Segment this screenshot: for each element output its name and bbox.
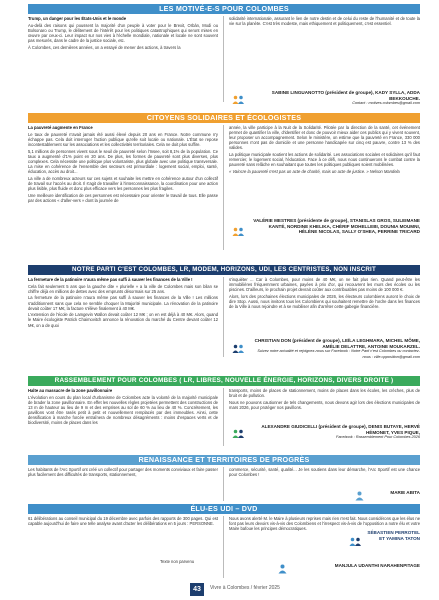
citoyens-right-text: année, la ville participe à la Nuit de la Solidarité. Pilotée par la direction de la santé, cet événement permet de quantifier la ville, d'identifier et donc de pouvoir mieux aider ces publics qui y vivent souvent, leur proposer un accompagnement. Selon le ministère, on estime que la pauvreté en France, 330 000 personnes n'ont pas de domicile et une personne handicapée sur cinq est pauvre, contre 13 % des valides. [229,125,420,151]
citoyens-left-column [28,125,218,250]
notre-parti-left-text: Cela fait seulement 5 ans que la gauche dite « plurielle » a la ville de Colombes mais son bilan se chiffre déjà en millions de dettes avec des emprunts désormais sur 25 ans. [28,283,218,294]
notre-parti-left-column [28,277,218,357]
renaissance-right-text: commerce, sécurité, santé, qualité... Je les soutiens dans leur démarche, l'Arc Sportif est une chance pour Colombes ! [229,467,420,478]
elu-udi-right-text: Nous avons alerté M. le Maire à plusieurs reprises mais rien n'est fait. Nous considérons que les élus ne font pas leurs devoirs vis-à-vis des Colombiens et l'irrespect vis-à-vis de l'opposition a notre élu et votre Maire bafoue les principes démocratiques. [229,516,420,532]
citoyens-heading: La pauvreté augmente en France [28,125,93,130]
motives-heading: Trump, un danger pour les États-Unis et le monde [28,16,127,21]
citoyens-left-text: Le taux de pauvreté n'avait jamais été aussi élevé depuis 20 ans en France. Notre commune n'y échappe pas. Cela doit interroger l'action publique qu'elle soit locale ou nationale. L'État se repose incontestablement sur les associations et les collectivités territoriales. Cela ne doit plus suffire. [28,131,218,147]
manjula-text: Texte non parvenu [160,559,195,564]
column-divider [223,516,224,578]
motives-signature-block [248,90,420,107]
group-avatar-icon [232,341,245,351]
elu-udi-signature: SÉBASTIEN PERROTEL ET YAMINA TATON [367,530,420,541]
rassemblement-contact: Facebook : Rassemblement Pour Colombes 2026 [336,435,420,440]
notre-parti-right-text2: Alors, lors des prochaines élections municipales de 2026, les électeurs colombiens auront le choix de dire Stop. Aussi, nous invitons tous les Colombiens qui souhaitent remettre de l'ordre dans les finances de la Ville à nous rejoindre et à se mobiliser afin d'arrêter cette gabegie financière. [229,293,420,310]
column-divider [223,16,224,102]
notre-parti-signature-block [250,338,420,360]
page-number: 43 [190,583,204,596]
citoyens-left-text3: La ville a de nombreux acteurs sur ces sujets et souhaite les mettre en cohérence autour d'un collectif de travail sur l'accès au droit. Il s'agit de travailler à l'interconnaissance, la coordination pour une action plus lisible, plus fluide et donc plus efficace vers les personnes les plus fragiles. [28,175,218,191]
motives-signature: SABINE LINGUANOTTO (président de groupe), KADY SYLLA, ADDA BEKKOUCHE. [271,90,420,101]
notre-parti-left-text3: L'extension de l'école de Lamgevin Wallon devait coûter 12 M€ ; on en est déjà à 40 M€. Alors, quand le Maire écologiste Patrick Chaimovitch annonce la rénovation du marché du Centre devant coûter 12 M€, on a de quoi [28,312,218,328]
column-divider [223,125,224,250]
rassemblement-heading: Halte au massacre de la zone pavillonnaire [28,388,113,393]
motives-left-text: Au-delà des raisons qui poussent la majorité d'un peuple à voter pour le Brexit, Orbán, Modi ou Bolsonaro ou Trump, le délitement de l'intérêt pour les politiques catastrophiques qui seront mises en œuvre par ceux-ci. Leur impact sur nos vies à l'échelle mondiale, nationale et locale ne sont souvent pas mesurés, dans le cadre de la justice sociale, etc. [28,22,218,43]
renaissance-signature: MARIE ABITA [390,490,420,495]
notre-parti-right-column [229,277,420,337]
renaissance-left-column [28,467,218,493]
column-divider [223,388,224,446]
notre-parti-left-text2: La fermeture de la patinoire n'aura même pas suffi à sauver les finances de la Ville ! Les millions s'additionnent sans que cela ne semble choquer la Majorité municipale. La rénovation de la patinoire devait coûter 17 M€, la facture s'élève finalement à 40 M€. [28,295,218,311]
rassemblement-right-text2: Nous ne pouvons cautionner de tels changements, nous devons agir lors des élections municipales de mars 2026, pour protéger nos pavillons. [229,399,420,410]
person-avatar-icon [353,488,366,498]
motives-contact: Contact : motives.colombes@gmail.com [352,101,420,106]
section-title-citoyens: CITOYENS SOLIDAIRES ET ÉCOLOGISTES [28,113,420,123]
person-avatar-icon [276,561,289,571]
section-title-rassemblement: RASSEMBLEMENT POUR COLOMBES ( LR, LIBRES, NOUVELLE ÉNERGIE, HORIZONS, DIVERS DROITE ) [28,376,420,386]
citoyens-signature: VALÉRIE MESTRES (présidente de groupe), STANISLAS GROS, SULEIMANE KANTÉ, NORDINE KHELIKA, CHÉRIF MOHELLEBI, DOUNIA MOUMNI, HÉLÈNE NICOLAS, SALLY O'SHEA, PERRINE TRICARD [253,218,420,235]
renaissance-right-column [229,467,420,485]
citoyens-left-text4: Une meilleure identification de ces personnes est nécessaire pour orienter le travail de tous. Elle passe par des actions « d'aller-vers » dont la journée de [28,192,218,203]
elu-udi-left-text: 61 délibérations au conseil municipal du 19 décembre avec parfois des rapports de 300 pages. Qui est capable aujourd'hui de faire une telle analyse avant d'acter les délibérations en 5 jours : PERSONNE. [28,516,218,527]
renaissance-left-text: Les habitants de l'Arc Sportif ont créé un collectif pour partager des moments conviviaux et faire passer plus facilement des difficultés de transports, stationnement, [28,467,218,478]
citoyens-right-column [229,125,420,215]
group-avatar-icon [349,534,362,544]
rassemblement-left-column [28,388,218,446]
footer-publication: Vivre à Colombes / février 2025 [210,585,280,591]
notre-parti-heading: La fermeture de la patinoire n'aura même pas suffi à sauver les finances de la Ville ! [28,277,193,282]
column-divider [223,277,224,357]
section-title-notre-parti: NOTRE PARTI C'EST COLOMBES, LR, MODEM, HORIZONS, UDI, LES CENTRISTES, NON INSCRIT [28,265,420,275]
rassemblement-signature-block [250,424,420,441]
section-title-elu-udi: ÉLU-ES UDI – DVD [28,504,420,514]
rassemblement-right-column [229,388,420,414]
rassemblement-left-text: L'évolution en cours du plan local d'urbanisme de Colombes acte la volonté de la majorité municipale de brader la zone pavillonnaire. En effet les nouvelles règles projetées permettent des constructions de 13 m de hauteur au lieu de 9 m et des emprises au sol de 60 % au lieu de 40 %. Concrètement, les pavillons vont être rasés petit à petit et nouvellement remplacés par des immeubles. Ainsi, cette densification à marche forcée entraînera de nombreux désagréments : moins d'espaces verts et de biodiversité, moins de places dans les [28,394,218,426]
rassemblement-right-text: transports, moins de places de stationnement, moins de places dans les écoles, les crèches, plus de bruit et de pollution. [229,388,420,399]
elu-udi-left-column [28,516,218,544]
rassemblement-signature: ALEXANDRE GIUDICELLI (président de groupe), DENIS BUTAYE, HERVÉ HÉMONET, YVES PIQUE, [261,424,420,435]
column-divider [223,467,224,501]
group-avatar-icon [232,92,245,102]
motives-right-column [229,16,420,62]
citoyens-quote: « Vaincre la pauvreté n'est pas un acte de charité, mais un acte de justice. » Nelson Mandela [229,168,400,174]
section-title-renaissance: RENAISSANCE ET TERRITOIRES DE PROGRÈS [28,455,420,465]
notre-parti-signature: CHRISTIAN DON (président de groupe), LEÏLA LEGHMARA, MICHEL MÔME, AMÉLIE DELATTRE, ANTOINE MOUKARZEL. [254,338,420,349]
citoyens-left-text2: 5,1 millions de personnes vivent sous le seuil de pauvreté selon l'Insee, soit 8,1% de la population. Ce taux a augmenté d'1% point en 20 ans. De plus, les formes de pauvreté sont plus diverses, plus complexes. Cela nécessite une politique plus volontariste, plus globale avec une politique transversale. La mise en cohérence de l'ensemble des secteurs est primordiale : logement social, emploi, santé, éducation, accès au droit... [28,148,218,174]
citoyens-right-text2: La politique municipale soutient les actions de solidarité. Les associations sociales et solidaires qu'il faut remercier, le logement social, l'éducation. Face à ce défi, nous nous continuerons le combat contre la pauvreté sans relâche en souhaitant que toutes les politiques publiques soient mobilisées. [229,152,420,168]
section-title-motives: LES MOTIVÉ-E-S POUR COLOMBES [28,4,420,14]
motives-left-text2: À Colombes, ces dernières années, on a essayé de mener des actions, à travers la [28,44,181,50]
motives-right-text: solidarité internationale, assurant le lien de notre destin et de celui du reste de l'humanité et de toute la vie sur la planète. C'est très modeste, mais ethiquement et politiquement, c'est essentiel. [229,16,420,27]
manjula-signature: MANJULA UDANTHI NARAHENPITAGE [334,563,420,568]
motives-left-column [28,16,218,102]
notre-parti-contact: Suivez notre actualité et rejoignez-nous sur Facebook : Notre Parti c'est Colombes ou contactez-nous : ville.opposition@gmail.com [257,349,420,359]
notre-parti-right-text: s'inquiéter ... Car à Colombes, pour moins de 40 M€, on ne fait plus rien. Quand peut-être les immobilières fréquemment urbaines, payées à prix d'or, qui recouvrent les murs des écoles ou les piscines. D'ailleurs, le prochain projet devrait coûter aux contribuables pas moins de 100 000 €. [229,277,420,293]
group-avatar-icon [232,224,245,234]
group-avatar-icon [232,426,245,436]
